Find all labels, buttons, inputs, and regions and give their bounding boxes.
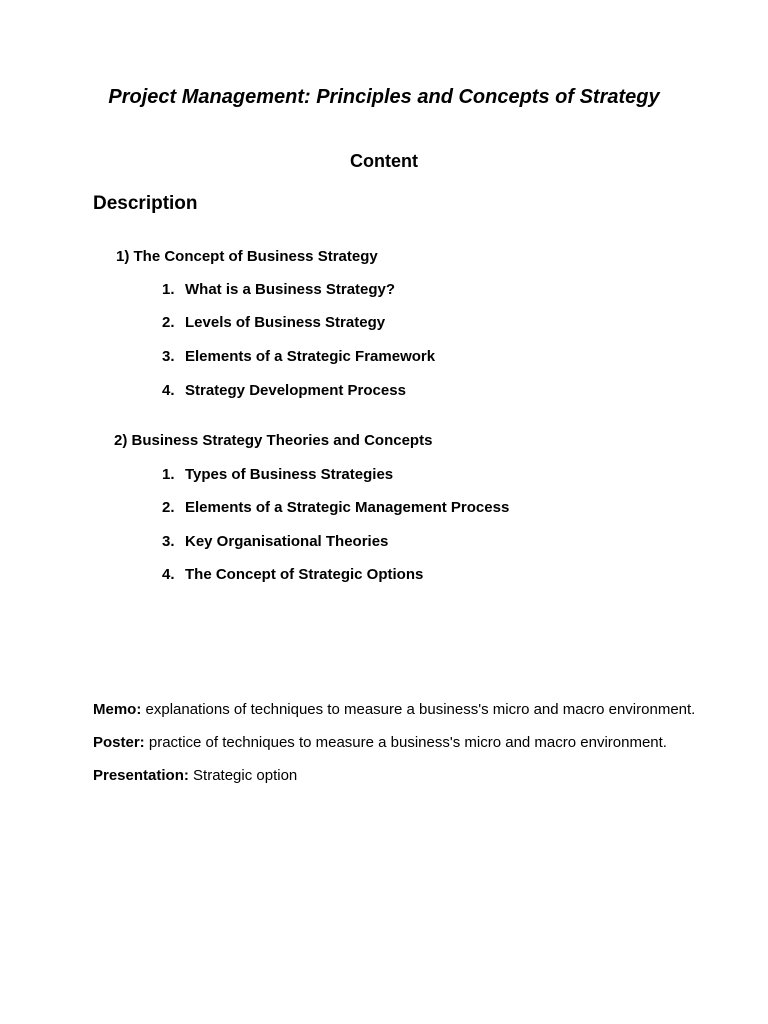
assessment-text: Strategic option (193, 767, 298, 784)
assessment-text: practice of techniques to measure a business's micro and macro environment. (148, 734, 667, 751)
list-item-text: Types of Business Strategies (185, 466, 394, 483)
list-item (162, 281, 395, 298)
list-item-number: 3. (162, 348, 175, 365)
list-item-number: 1. (162, 466, 175, 483)
content-heading: Content (350, 151, 418, 171)
list-item-text: Elements of a Strategic Management Process (185, 499, 510, 516)
list-item-text: The Concept of Strategic Options (185, 566, 424, 583)
list-item-text: Levels of Business Strategy (185, 314, 386, 331)
list-item-number: 1. (162, 281, 175, 298)
list-item (162, 314, 385, 331)
section-heading-1: 1) The Concept of Business Strategy (116, 248, 378, 265)
assessment-memo (93, 701, 695, 718)
list-item (162, 533, 388, 550)
assessment-label: Poster: (93, 734, 145, 751)
assessment-presentation (93, 767, 297, 784)
assessment-poster (93, 734, 667, 751)
list-item (162, 382, 406, 399)
assessment-label: Presentation: (93, 767, 189, 784)
list-item (162, 566, 423, 583)
list-item-text: What is a Business Strategy? (185, 281, 396, 298)
list-item (162, 499, 509, 516)
list-item (162, 348, 435, 365)
section-heading-2: 2) Business Strategy Theories and Concepts (114, 432, 433, 449)
list-item-number: 4. (162, 382, 175, 399)
description-heading: Description (93, 193, 198, 214)
document-title: Project Management: Principles and Concepts of Strategy (108, 86, 660, 108)
list-item-number: 2. (162, 314, 175, 331)
list-item-text: Strategy Development Process (185, 382, 406, 399)
list-item-text: Key Organisational Theories (185, 533, 389, 550)
assessment-label: Memo: (93, 701, 142, 718)
list-item-text: Elements of a Strategic Framework (185, 348, 436, 365)
list-item (162, 466, 393, 483)
list-item-number: 3. (162, 533, 175, 550)
assessment-text: explanations of techniques to measure a business's micro and macro environment. (145, 701, 696, 718)
list-item-number: 4. (162, 566, 175, 583)
list-item-number: 2. (162, 499, 175, 516)
